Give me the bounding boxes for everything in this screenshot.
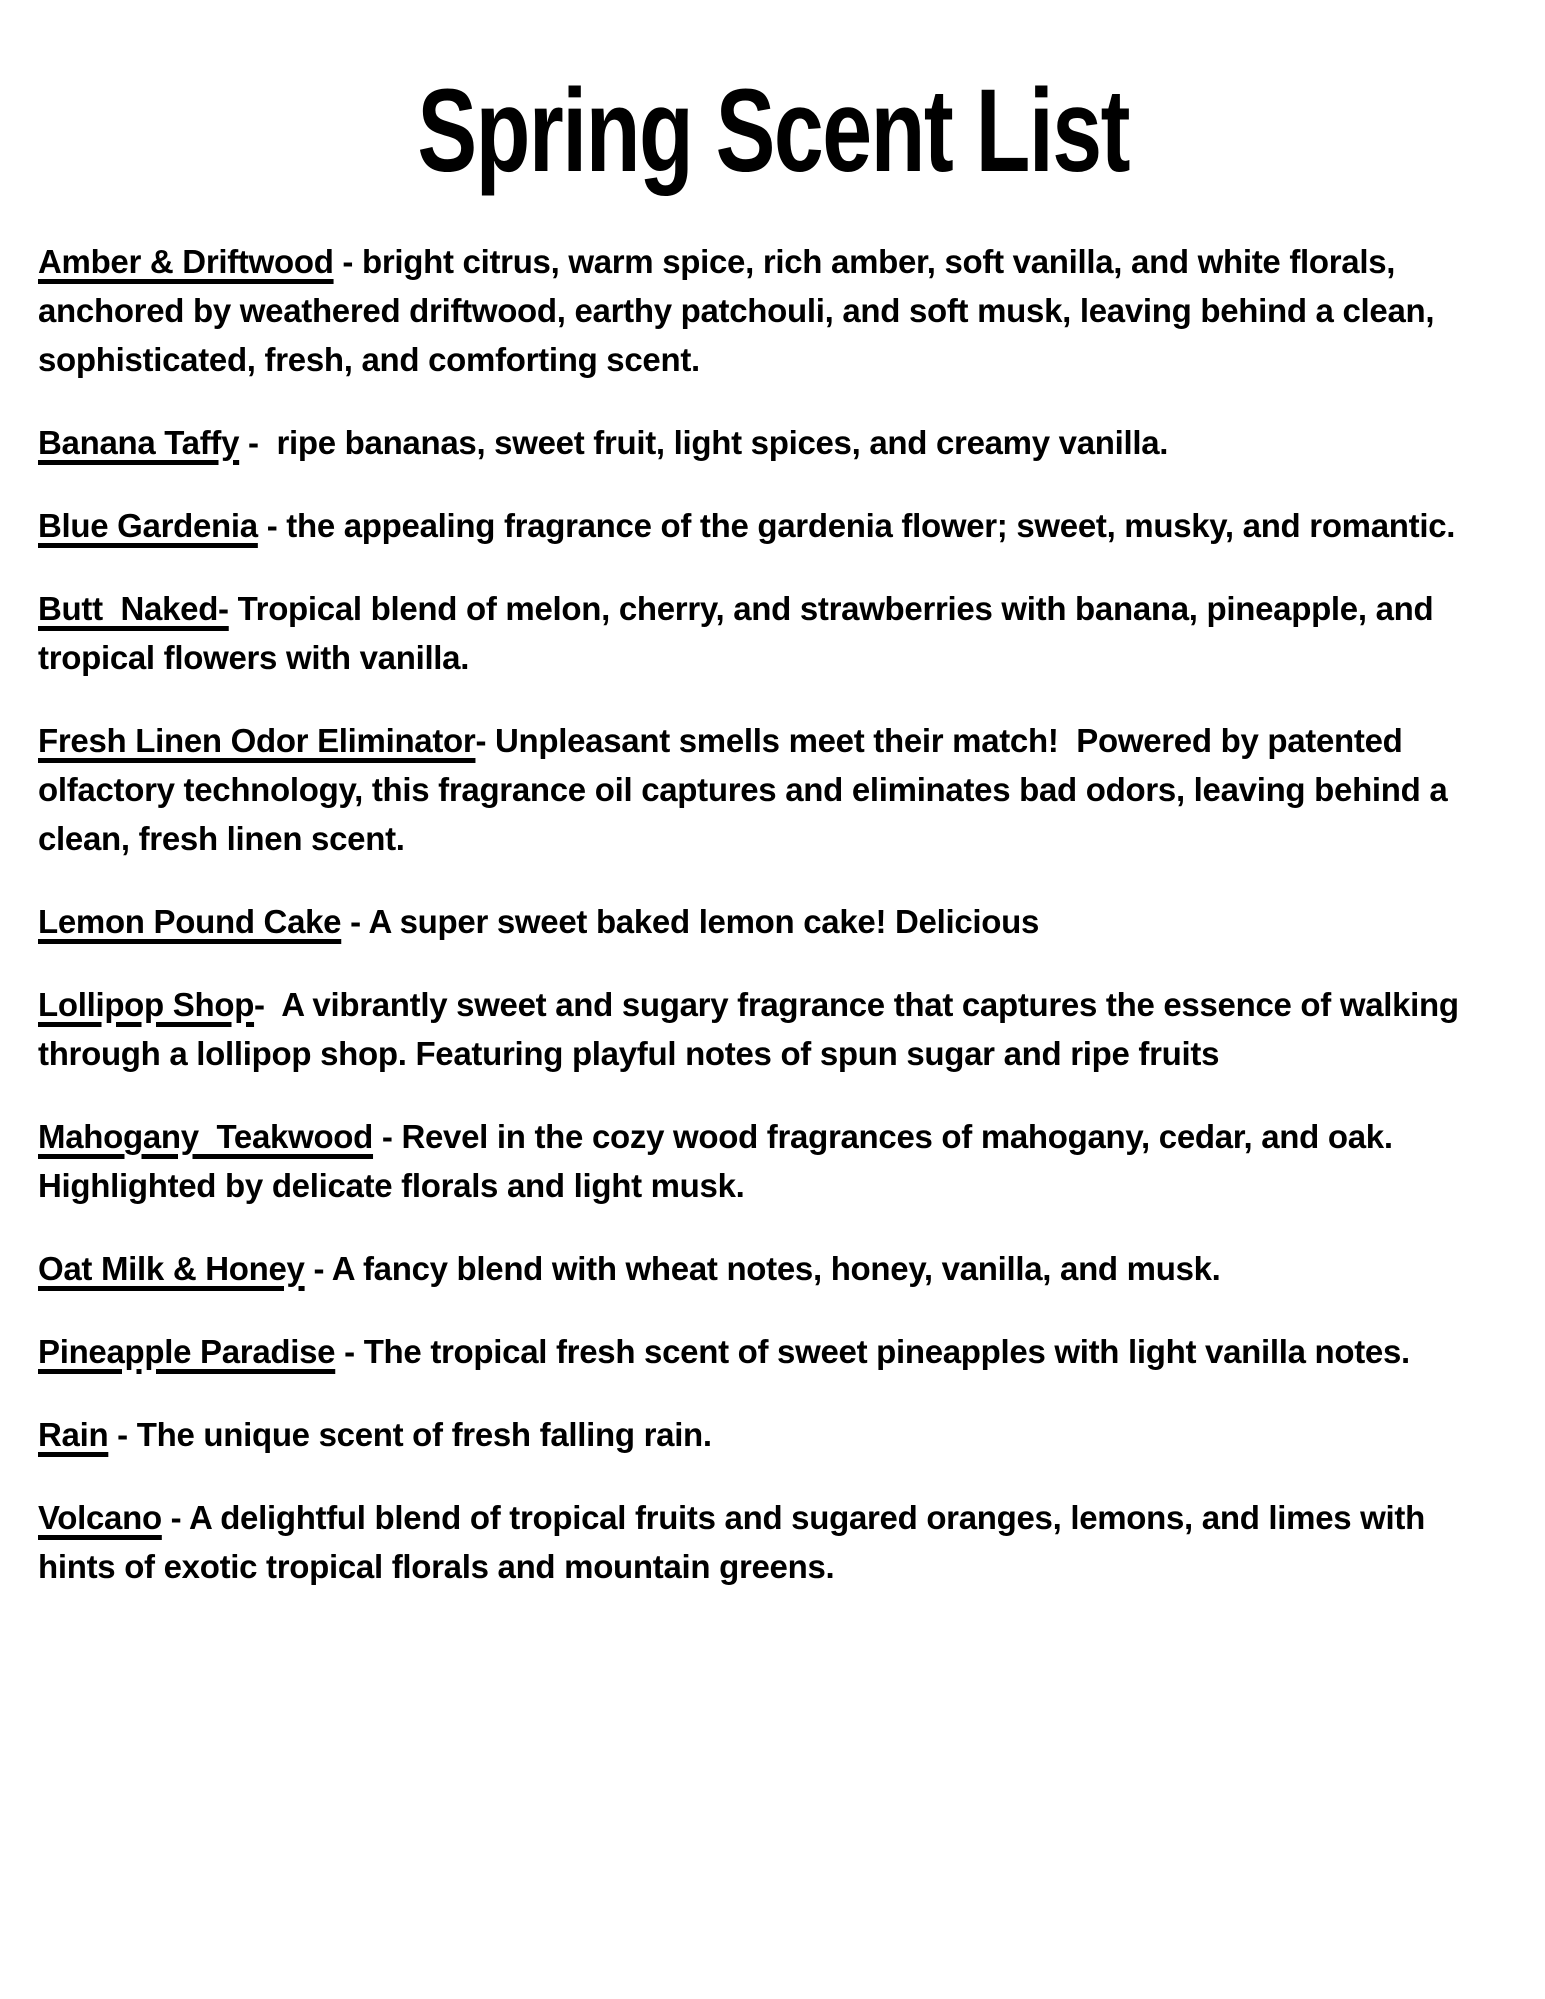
scent-separator: -	[161, 1499, 190, 1537]
scent-name: Volcano	[38, 1499, 162, 1537]
scent-name: Blue Gardenia	[38, 507, 258, 545]
scent-separator: -	[475, 722, 496, 760]
scent-separator: -	[304, 1250, 332, 1288]
scent-name: Amber & Driftwood	[38, 243, 334, 281]
scent-name: Lollipop Shop	[38, 986, 255, 1024]
scent-description: bright citrus, warm spice, rich amber, soft vanilla, and white florals, anchored by weathered driftwood, earthy patchouli, and soft musk, leaving behind a clean, sophisticated, fresh, and comforting scent.	[38, 243, 1444, 379]
scent-separator: -	[373, 1118, 402, 1156]
scent-name: Banana Taffy	[38, 424, 240, 462]
scent-name: Butt Naked-	[38, 590, 229, 628]
scent-separator: -	[239, 424, 277, 462]
scent-item	[38, 1410, 1508, 1459]
scent-description: The unique scent of fresh falling rain.	[136, 1416, 712, 1454]
scent-item	[38, 501, 1508, 550]
scent-name: Fresh Linen Odor Eliminator	[38, 722, 476, 760]
scent-separator: -	[254, 986, 282, 1024]
document-page	[0, 62, 1545, 1999]
scent-description: Tropical blend of melon, cherry, and strawberries with banana, pineapple, and tropical flowers with vanilla.	[38, 590, 1443, 677]
scent-separator: -	[333, 243, 362, 281]
scent-description: the appealing fragrance of the gardenia flower; sweet, musky, and romantic.	[286, 507, 1456, 545]
scent-item	[38, 1327, 1508, 1376]
scent-description: A fancy blend with wheat notes, honey, vanilla, and musk.	[331, 1250, 1221, 1288]
scent-name: Mahogany Teakwood	[38, 1118, 374, 1156]
scent-item	[38, 237, 1508, 384]
scent-description: Revel in the cozy wood fragrances of mahogany, cedar, and oak. Highlighted by delicate florals and light musk.	[38, 1118, 1402, 1205]
scent-separator	[229, 590, 238, 627]
scent-item	[38, 980, 1508, 1078]
scent-item	[38, 418, 1508, 467]
scent-item	[38, 716, 1508, 863]
scent-description: ripe bananas, sweet fruit, light spices, and creamy vanilla.	[276, 424, 1169, 462]
scent-description: Unpleasant smells meet their match! Powered by patented olfactory technology, this fragrance oil captures and eliminates bad odors, leaving behind a clean, fresh linen scent.	[38, 722, 1457, 858]
scent-separator: -	[108, 1416, 137, 1454]
scent-item	[38, 1493, 1508, 1591]
scent-description: A delightful blend of tropical fruits and sugared oranges, lemons, and limes with hints of exotic tropical florals and mountain greens.	[38, 1499, 1434, 1586]
scent-name: Oat Milk & Honey	[38, 1250, 305, 1288]
scent-item	[38, 897, 1508, 946]
page-title	[38, 62, 1508, 201]
scent-separator: -	[257, 507, 287, 545]
scent-description: A vibrantly sweet and sugary fragrance that captures the essence of walking through a lollipop shop. Featuring playful notes of spun sugar and ripe fruits	[38, 986, 1468, 1073]
scent-item	[38, 1112, 1508, 1210]
scent-description: The tropical fresh scent of sweet pineapples with light vanilla notes.	[363, 1333, 1410, 1371]
scent-description: A super sweet baked lemon cake! Delicious	[368, 903, 1040, 941]
scent-item	[38, 1244, 1508, 1293]
page-title-text: Spring Scent List	[417, 65, 1129, 197]
scent-name: Lemon Pound Cake	[38, 903, 342, 941]
scent-separator: -	[335, 1333, 364, 1371]
scent-name: Pineapple Paradise	[38, 1333, 336, 1371]
scent-item	[38, 584, 1508, 682]
scent-list	[38, 237, 1508, 1591]
scent-name: Rain	[38, 1416, 109, 1454]
scent-separator: -	[341, 903, 369, 941]
